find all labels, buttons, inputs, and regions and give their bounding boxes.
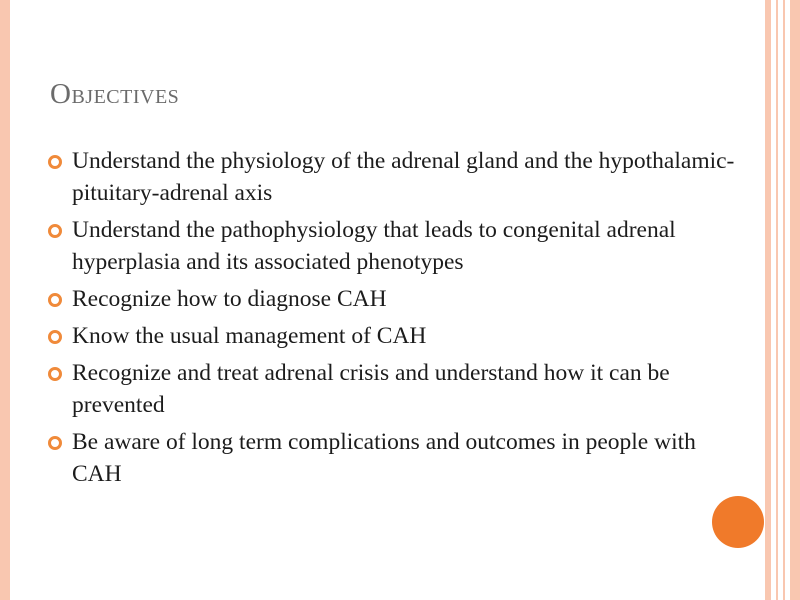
- right-border-stripe: [776, 0, 778, 600]
- ring-bullet-icon: [48, 224, 62, 238]
- bullet-list: [46, 145, 746, 495]
- ring-bullet-icon: [48, 436, 62, 450]
- ring-bullet-icon: [48, 155, 62, 169]
- bullet-text: Recognize how to diagnose CAH: [72, 286, 387, 312]
- right-border-stripe: [765, 0, 771, 600]
- bullet-text: Understand the physiology of the adrenal gland and the hypothalamic-pituitary-adrenal axis: [72, 148, 735, 206]
- right-border-stripe: [790, 0, 800, 600]
- bullet-text: Know the usual management of CAH: [72, 323, 427, 349]
- bullet-item: [46, 145, 746, 209]
- orange-circle-icon: [712, 496, 764, 548]
- bullet-item: [46, 283, 746, 315]
- bullet-item: [46, 357, 746, 421]
- bullet-text: Understand the pathophysiology that leads to congenital adrenal hyperplasia and its associated phenotypes: [72, 217, 676, 275]
- bullet-item: [46, 214, 746, 278]
- bullet-item: [46, 426, 746, 490]
- bullet-item: [46, 320, 746, 352]
- ring-bullet-icon: [48, 293, 62, 307]
- left-border-stripe: [0, 0, 10, 600]
- bullet-text: Recognize and treat adrenal crisis and understand how it can be prevented: [72, 360, 670, 418]
- right-border-stripe: [783, 0, 785, 600]
- bullet-text: Be aware of long term complications and outcomes in people with CAH: [72, 429, 696, 487]
- ring-bullet-icon: [48, 330, 62, 344]
- slide-title: Objectives: [50, 78, 180, 110]
- ring-bullet-icon: [48, 367, 62, 381]
